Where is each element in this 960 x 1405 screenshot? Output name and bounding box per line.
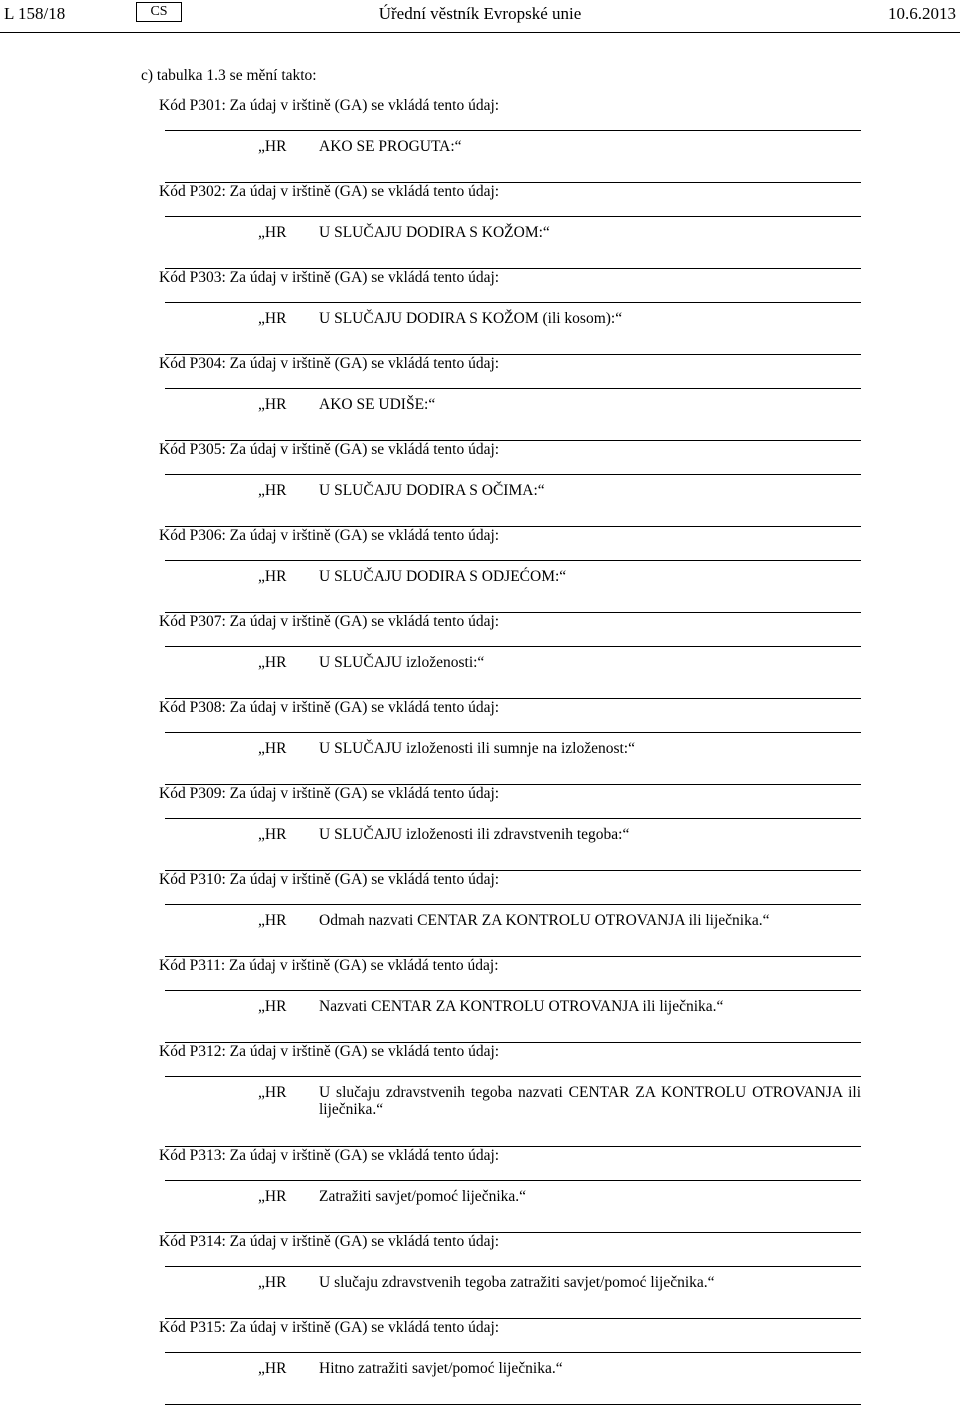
table-rule-top [165,388,861,389]
language-code: „HR [258,1084,287,1101]
table-rule-top [165,646,861,647]
language-code: „HR [258,740,287,757]
language-code: „HR [258,224,287,241]
translation-text: AKO SE PROGUTA:“ [319,138,462,155]
table-rule-top [165,732,861,733]
translation-text: Odmah nazvati CENTAR ZA KONTROLU OTROVANJA ili liječnika.“ [319,912,770,929]
entry-code-line: Kód P305: Za údaj v irštině (GA) se vkládá tento údaj: [159,441,500,458]
publication-date: 10.6.2013 [888,4,956,23]
entry-code-line: Kód P311: Za údaj v irštině (GA) se vkládá tento údaj: [159,957,499,974]
table-rule-top [165,130,861,131]
translation-text: Zatražiti savjet/pomoć liječnika.“ [319,1188,527,1205]
language-code: „HR [258,482,287,499]
translation-text: U SLUČAJU DODIRA S ODJEĆOM:“ [319,568,567,585]
translation-text: U SLUČAJU DODIRA S KOŽOM (ili kosom):“ [319,310,623,327]
table-rule-top [165,1266,861,1267]
language-code: „HR [258,1188,287,1205]
table-rule-top [165,560,861,561]
translation-text: U slučaju zdravstvenih tegoba zatražiti savjet/pomoć liječnika.“ [319,1274,715,1291]
page-header [0,0,960,33]
entry-code-line: Kód P303: Za údaj v irštině (GA) se vkládá tento údaj: [159,269,500,286]
translation-text: Nazvati CENTAR ZA KONTROLU OTROVANJA ili liječnika.“ [319,998,724,1015]
language-code: „HR [258,912,287,929]
translation-text: U slučaju zdravstvenih tegoba nazvati CENTAR ZA KONTROLU OTROVANJA ili liječnika.“ [319,1084,861,1118]
translation-text: U SLUČAJU izloženosti ili sumnje na izloženost:“ [319,740,635,757]
intro-line: c) tabulka 1.3 se mění takto: [141,67,317,84]
translation-text: U SLUČAJU DODIRA S KOŽOM:“ [319,224,550,241]
entry-code-line: Kód P306: Za údaj v irštině (GA) se vkládá tento údaj: [159,527,500,544]
table-rule-top [165,1076,861,1077]
table-rule-top [165,216,861,217]
entry-code-line: Kód P313: Za údaj v irštině (GA) se vkládá tento údaj: [159,1147,500,1164]
entry-code-line: Kód P308: Za údaj v irštině (GA) se vkládá tento údaj: [159,699,500,716]
journal-reference: L 158/18 [4,4,66,23]
entry-code-line: Kód P312: Za údaj v irštině (GA) se vkládá tento údaj: [159,1043,500,1060]
language-code: „HR [258,654,287,671]
translation-text: U SLUČAJU izloženosti:“ [319,654,485,671]
entry-code-line: Kód P304: Za údaj v irštině (GA) se vkládá tento údaj: [159,355,500,372]
translation-text: U SLUČAJU izloženosti ili zdravstvenih tegoba:“ [319,826,630,843]
language-code: „HR [258,138,287,155]
journal-title: Úřední věstník Evropské unie [378,4,582,23]
table-rule-top [165,990,861,991]
language-code: „HR [258,1274,287,1291]
entry-code-line: Kód P302: Za údaj v irštině (GA) se vkládá tento údaj: [159,183,500,200]
table-rule-top [165,474,861,475]
language-code: „HR [258,998,287,1015]
language-badge: CS [136,2,182,22]
language-code: „HR [258,826,287,843]
translation-text: U SLUČAJU DODIRA S OČIMA:“ [319,482,545,499]
entry-code-line: Kód P310: Za údaj v irštině (GA) se vkládá tento údaj: [159,871,500,888]
language-code: „HR [258,396,287,413]
entry-code-line: Kód P314: Za údaj v irštině (GA) se vkládá tento údaj: [159,1233,500,1250]
translation-text: AKO SE UDIŠE:“ [319,396,436,413]
entry-code-line: Kód P309: Za údaj v irštině (GA) se vkládá tento údaj: [159,785,500,802]
language-code: „HR [258,1360,287,1377]
entry-code-line: Kód P301: Za údaj v irštině (GA) se vkládá tento údaj: [159,97,500,114]
entry-code-line: Kód P315: Za údaj v irštině (GA) se vkládá tento údaj: [159,1319,500,1336]
table-rule-top [165,1180,861,1181]
language-code: „HR [258,568,287,585]
translation-text: Hitno zatražiti savjet/pomoć liječnika.“ [319,1360,563,1377]
table-rule-top [165,1352,861,1353]
entry-code-line: Kód P307: Za údaj v irštině (GA) se vkládá tento údaj: [159,613,500,630]
language-code: „HR [258,310,287,327]
table-rule-top [165,818,861,819]
table-rule-top [165,302,861,303]
table-rule-top [165,904,861,905]
